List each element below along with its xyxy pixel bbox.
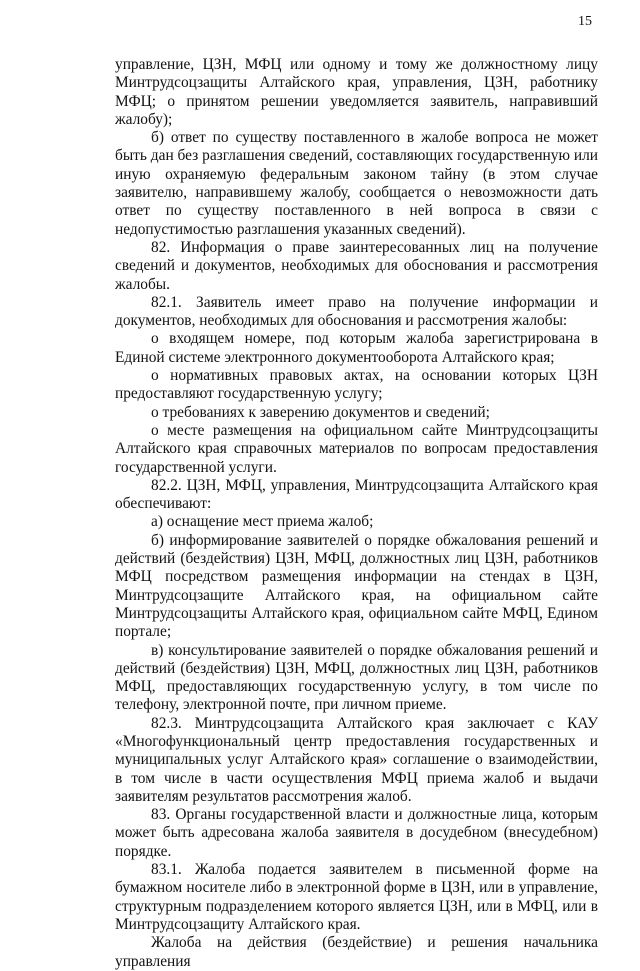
paragraph: 82.2. ЦЗН, МФЦ, управления, Минтрудсоцзащита Алтайского края обеспечивают:	[115, 476, 598, 513]
page-number: 15	[578, 14, 592, 29]
paragraph: о требованиях к заверению документов и сведений;	[151, 403, 490, 421]
paragraph: 83.1. Жалоба подается заявителем в письменной форме на бумажном носителе либо в электронной форме в ЦЗН, или в управление, структурным подразделением которого является ЦЗН, или в МФЦ, или в Минтрудсоцзащиту Алтайского края.	[115, 861, 598, 933]
paragraph: 83. Органы государственной власти и должностные лица, которым может быть адресована жалоба заявителя в досудебном (внесудебном) порядке.	[115, 806, 598, 860]
paragraph: о месте размещения на официальном сайте Минтрудсоцзащиты Алтайского края справочных материалов по вопросам предоставления государственной услуги.	[115, 421, 598, 476]
paragraph: о входящем номере, под которым жалоба зарегистрирована в Единой системе электронного документооборота Алтайского края;	[115, 330, 598, 366]
paragraph: Жалоба на действия (бездействие) и решения начальника управления	[115, 934, 598, 970]
paragraph: о нормативных правовых актах, на основании которых ЦЗН предоставляют государственную услугу;	[115, 367, 598, 403]
paragraph: б) информирование заявителей о порядке обжалования решений и действий (бездействия) ЦЗН, МФЦ, должностных лиц ЦЗН, работников МФЦ посредством размещения информации на стендах в ЦЗН, Минтрудсоцзащите Алтайского края, на официальном сайте Минтрудсоцзащиты Алтайского края, официальном сайте МФЦ, Едином портале;	[115, 531, 598, 641]
paragraph: а) оснащение мест приема жалоб;	[151, 513, 374, 531]
paragraph: б) ответ по существу поставленного в жалобе вопроса не может быть дан без разглашения сведений, составляющих государственную или иную охраняемую федеральным законом тайну (в этом случае заявителю, направившему жалобу, сообщается о невозможности дать ответ по существу поставленного в ней вопроса в связи с недопустимостью разглашения указанных сведений).	[115, 129, 598, 238]
document-body	[115, 56, 598, 971]
paragraph: 82. Информация о праве заинтересованных лиц на получение сведений и документов, необходимых для обоснования и рассмотрения жалобы.	[115, 238, 598, 293]
paragraph: управление, ЦЗН, МФЦ или одному и тому же должностному лицу Минтрудсоцзащиты Алтайского края, управления, ЦЗН, работнику МФЦ; о принятом решении уведомляется заявитель, направивший жалобу);	[115, 56, 598, 128]
paragraph: в) консультирование заявителей о порядке обжалования решений и действий (бездействия) ЦЗН, МФЦ, должностных лиц ЦЗН, работников МФЦ, предоставляющих государственную услугу, в том числе по телефону, электронной почте, при личном приеме.	[115, 641, 598, 714]
paragraph: 82.3. Минтрудсоцзащита Алтайского края заключает с КАУ «Многофункциональный центр предоставления государственных и муниципальных услуг Алтайского края» соглашение о взаимодействии, в том числе в части осуществления МФЦ приема жалоб и выдачи заявителям результатов рассмотрения жалоб.	[115, 714, 598, 805]
paragraph: 82.1. Заявитель имеет право на получение информации и документов, необходимых для обоснования и рассмотрения жалобы:	[115, 293, 598, 330]
